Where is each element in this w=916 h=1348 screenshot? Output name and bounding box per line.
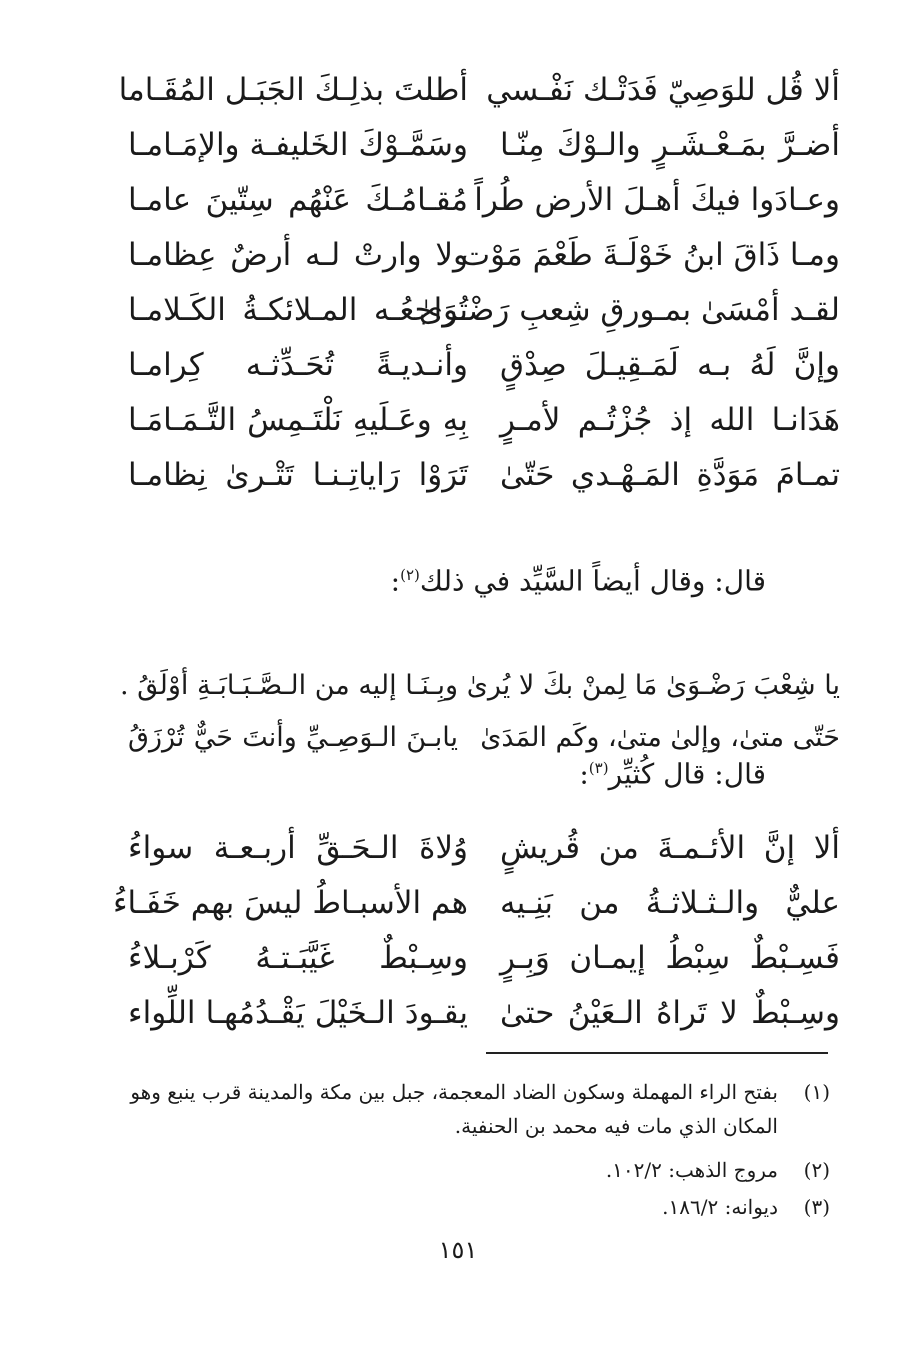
hemistich-first: عليٌّ والـثـلاثـةُ من بَنِـيه — [500, 885, 840, 921]
hemistich-first: ألا إنَّ الأئـمـةَ من قُريشٍ — [500, 830, 840, 866]
poem1-verse-2 — [128, 115, 840, 175]
hemistich-first: ألا قُل للوَصِيّ فَدَتْـك نَفْـسي — [486, 72, 840, 108]
hemistich-first: هَدَانـا الله إذ جُزْتُـم لأمـرٍ — [500, 402, 840, 438]
page-number: ١٥١ — [438, 1236, 478, 1264]
poem3-verse-2 — [112, 873, 840, 933]
footnote-text: بفتح الراء المهملة وسكون الضاد المعجمة، جبل بين مكة والمدينة قرب ينبع وهو المكان الذي مات فيه محمد بن الحنفية. — [130, 1080, 778, 1138]
hemistich-second: ولا وارتْ لـه أرضٌ عِظامـا — [128, 237, 468, 273]
hemistich-second: وبِـنَـا إليه من الـصَّـبَـابَـةِ أوْلَقُ . — [119, 670, 458, 701]
poem1-verse-4 — [128, 225, 840, 285]
hemistich-first: ومـا ذَاقَ ابنُ خَوْلَـةَ طَعْمَ مَوْت — [460, 237, 840, 273]
intro-colon: : — [579, 757, 589, 791]
hemistich-first: أضـرَّ بمَـعْـشَـرٍ والـوْكَ مِنّـا — [500, 127, 840, 163]
hemistich-first: وسِـبْطٌ لا تَراهُ الـعَيْنُ حتىٰ — [500, 995, 840, 1031]
poem3-verse-1 — [128, 818, 840, 878]
footnote-text: مروج الذهب: ١٠٢/٢. — [605, 1158, 778, 1182]
poem3-verse-4 — [128, 983, 840, 1043]
hemistich-first: حَتّى متىٰ، وإلىٰ متىٰ، وكَم المَدَىٰ — [480, 722, 840, 753]
hemistich-second: وأنـديـةً تُحَـدِّثـه كِرامـا — [128, 347, 468, 383]
footnote-number: (٢) — [803, 1158, 830, 1182]
hemistich-second: يقـودَ الـخَيْلَ يَقْـدُمُهـا اللِّواء — [128, 995, 468, 1031]
hemistich-first: تمـامَ مَوَدَّةِ المَـهْـدي حَتّىٰ — [500, 457, 840, 493]
poem1-verse-5 — [128, 280, 840, 340]
poem1-verse-1 — [118, 60, 840, 120]
hemistich-second: بِهِ وعَـلَيهِ نَلْتَـمِسُ التَّـمَـامَـا — [128, 402, 468, 438]
footnote-ref: (٢) — [400, 566, 420, 584]
hemistich-second: أطلتَ بذلِـكَ الجَبَـل المُقَـاما — [118, 72, 468, 108]
hemistich-second: تُراجعُـه المـلائكـةُ الكَـلامـا — [128, 292, 468, 328]
poem1-verse-3 — [128, 170, 840, 230]
hemistich-second: هم الأسبـاطُ ليسَ بهم خَفَـاءُ — [112, 885, 468, 921]
footnote-1 — [86, 1075, 830, 1143]
hemistich-second: مُقـامُـكَ عَنْهُم سِتّينَ عامـا — [128, 182, 468, 218]
hemistich-second: تَرَوْا رَاياتِـنـا تَتْـرىٰ نِظامـا — [128, 457, 468, 493]
hemistich-second: وُلاةَ الـحَـقِّ أربـعـة سواءُ — [128, 830, 468, 866]
intro-text: قال: وقال أيضاً السَّيِّد في ذلك — [419, 564, 766, 598]
footnote-ref: (٣) — [588, 759, 609, 777]
footnote-number: (١) — [803, 1080, 830, 1104]
hemistich-first: فَسِـبْطٌ سِبْطُ إيمـان وَبِـرٍ — [500, 940, 840, 976]
hemistich-second: يابـنَ الـوَصِـيِّ وأنتَ حَيٌّ تُرْزَقُ — [128, 722, 458, 753]
footnote-separator — [486, 1052, 828, 1054]
footnote-2 — [86, 1153, 830, 1187]
hemistich-first: وعـادَوا فيكَ أهـلَ الأرض طُراً — [474, 182, 840, 218]
poem3-verse-3 — [128, 928, 840, 988]
poem2-verse-1 — [119, 656, 840, 716]
hemistich-first: وإنَّ لَهُ بـه لَمَـقِيـلَ صِدْقٍ — [500, 347, 840, 383]
intro-line-3 — [579, 748, 766, 794]
footnote-3 — [86, 1190, 830, 1224]
poem1-verse-7 — [128, 390, 840, 450]
hemistich-second: وسَمَّـوْكَ الخَليفـة والإمَـامـا — [128, 127, 468, 163]
hemistich-first: يا شِعْبَ رَضْـوَىٰ مَا لِمنْ بكَ لا يُرىٰ — [466, 670, 840, 701]
footnote-number: (٣) — [803, 1195, 830, 1219]
intro-line-2 — [391, 555, 766, 601]
intro-text: قال: قال كُثيِّر — [608, 757, 766, 791]
poem1-verse-6 — [128, 335, 840, 395]
poem1-verse-8 — [128, 445, 840, 505]
hemistich-first: لقـد أمْسَىٰ بمـورقِ شِعبِ رَضْـوَىٰ — [418, 292, 840, 328]
hemistich-second: وسِـبْطٌ غَيَّبَـتـهُ كَرْبـلاءُ — [128, 940, 468, 976]
footnote-text: ديوانه: ١٨٦/٢. — [662, 1195, 778, 1219]
intro-colon: : — [390, 564, 401, 598]
